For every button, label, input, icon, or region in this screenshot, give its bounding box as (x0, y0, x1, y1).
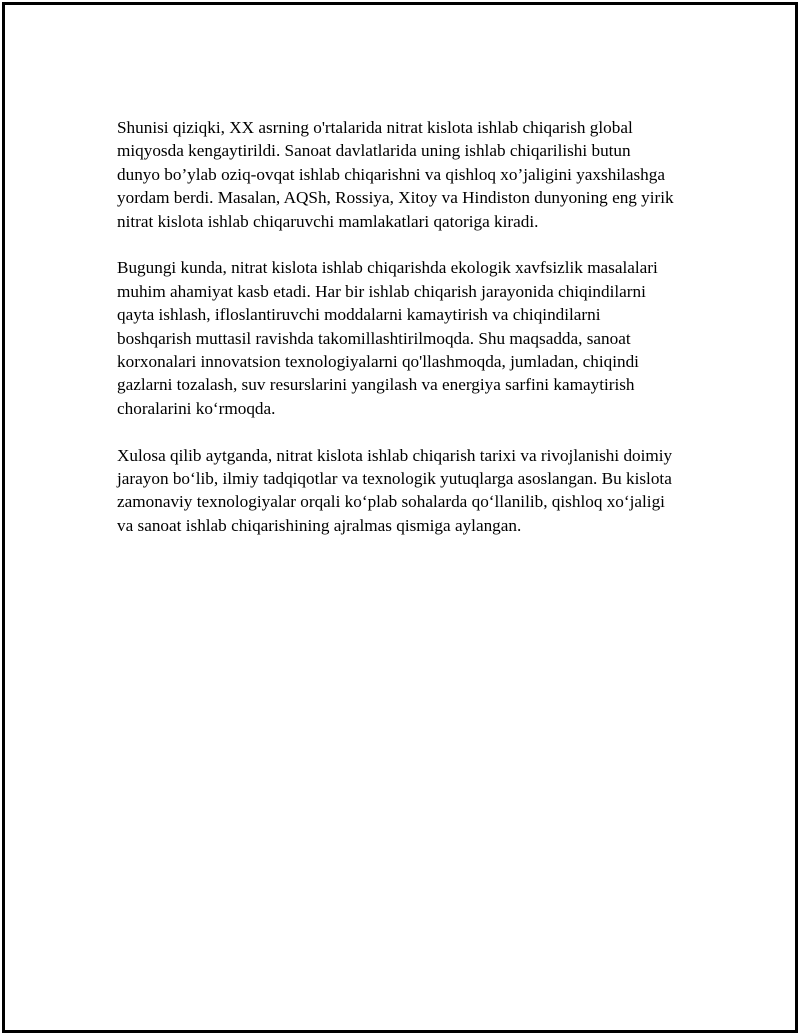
paragraph-ecological-safety: Bugungi kunda, nitrat kislota ishlab chiqarishda ekologik xavfsizlik masalalari muhim ahamiyat kasb etadi. Har bir ishlab chiqarish jarayonida chiqindilarni qayta ishlash, ifloslantiruvchi moddalarni kamaytirish va chiqindilarni boshqarish muttasil ravishda takomillashtirilmoqda. Shu maqsadda, sanoat korxonalari innovatsion texnologiyalarni qo'llashmoqda, jumladan, chiqindi gazlarni tozalash, suv resurslarini yangilash va energiya sarfini kamaytirish choralarini ko‘rmoqda. (117, 258, 658, 418)
document-body (117, 116, 677, 561)
paragraph-nitric-acid-global-production: Shunisi qiziqki, XX asrning o'rtalarida nitrat kislota ishlab chiqarish global miqyosda kengaytirildi. Sanoat davlatlarida uning ishlab chiqarilishi butun dunyo bo’ylab oziq-ovqat ishlab chiqarishni va qishloq xo’jaligini yaxshilashga yordam berdi. Masalan, AQSh, Rossiya, Xitoy va Hindiston dunyoning eng yirik nitrat kislota ishlab chiqaruvchi mamlakatlari qatoriga kiradi. (117, 118, 674, 231)
paragraph-conclusion: Xulosa qilib aytganda, nitrat kislota ishlab chiqarish tarixi va rivojlanishi doimiy jarayon bo‘lib, ilmiy tadqiqotlar va texnologik yutuqlarga asoslangan. Bu kislota zamonaviy texnologiyalar orqali ko‘plab sohalarda qo‘llanilib, qishloq xo‘jaligi va sanoat ishlab chiqarishining ajralmas qismiga aylangan. (117, 445, 673, 535)
